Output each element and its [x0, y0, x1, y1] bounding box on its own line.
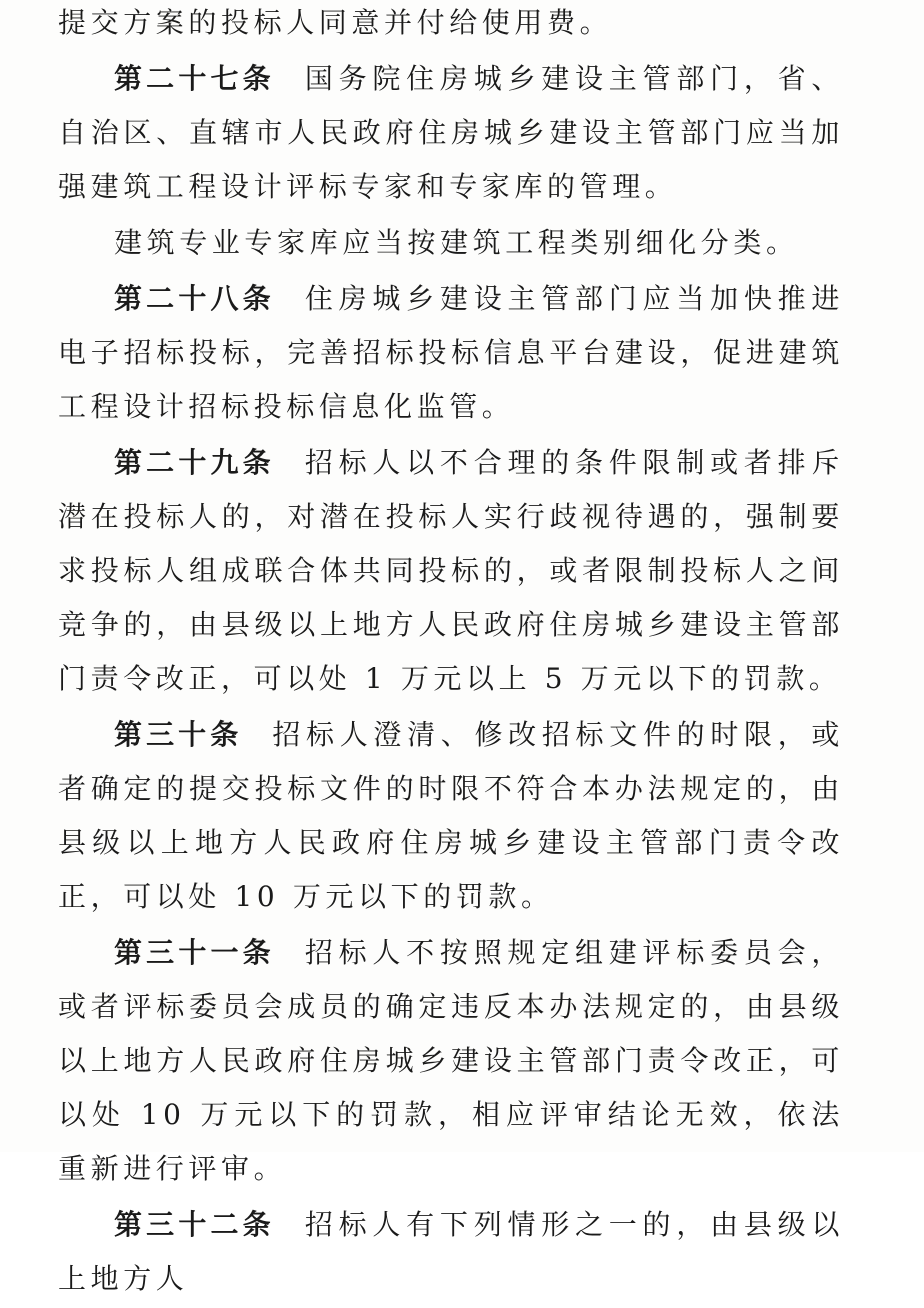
article-number: 第三十一条: [114, 936, 275, 969]
paragraph-text: 建筑专业专家库应当按建筑工程类别细化分类。: [114, 226, 799, 259]
article-32: [58, 1198, 844, 1306]
article-text: 招标人澄清、修改招标文件的时限，或者确定的提交投标文件的时限不符合本办法规定的，由县级以上地方人民政府住房城乡建设主管部门责令改正，可以处 10 万元以下的罚款。: [58, 718, 844, 913]
paragraph-continuation: [58, 0, 844, 50]
article-text: 招标人不按照规定组建评标委员会，或者评标委员会成员的确定违反本办法规定的，由县级以上地方人民政府住房城乡建设主管部门责令改正，可以处 10 万元以下的罚款，相应评审结论无效，依法重新进行评审。: [58, 936, 844, 1185]
article-27-paragraph-2: [58, 216, 844, 270]
article-number: 第二十九条: [114, 446, 275, 479]
article-text: 国务院住房城乡建设主管部门，省、自治区、直辖市人民政府住房城乡建设主管部门应当加强建筑工程设计评标专家和专家库的管理。: [58, 62, 844, 203]
article-text: 住房城乡建设主管部门应当加快推进电子招标投标，完善招标投标信息平台建设，促进建筑工程设计招标投标信息化监管。: [58, 282, 844, 423]
article-30: [58, 708, 844, 924]
article-29: [58, 436, 844, 706]
article-28: [58, 272, 844, 434]
article-number: 第二十七条: [114, 62, 275, 95]
article-text: 招标人有下列情形之一的，由县级以上地方人: [58, 1208, 844, 1295]
paragraph-text: 提交方案的投标人同意并付给使用费。: [58, 6, 613, 39]
document-body: [58, 0, 844, 1308]
article-number: 第二十八条: [114, 282, 275, 315]
article-27: [58, 52, 844, 214]
article-text: 招标人以不合理的条件限制或者排斥潜在投标人的，对潜在投标人实行歧视待遇的，强制要求投标人组成联合体共同投标的，或者限制投标人之间竞争的，由县级以上地方人民政府住房城乡建设主管部门责令改正，可以处 1 万元以上 5 万元以下的罚款。: [58, 446, 844, 695]
article-number: 第三十二条: [114, 1208, 275, 1241]
article-31: [58, 926, 844, 1196]
article-number: 第三十条: [114, 718, 243, 751]
